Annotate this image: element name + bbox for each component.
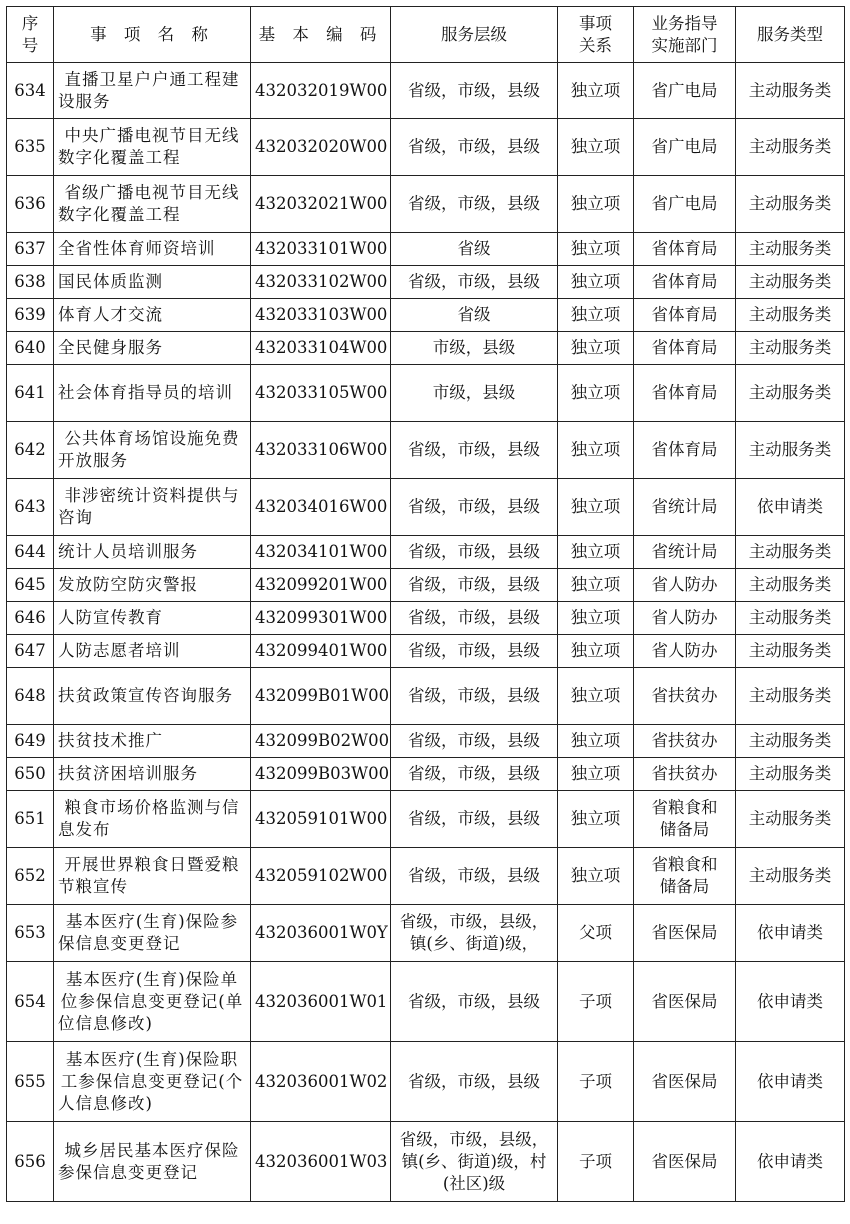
cell-dept: 省医保局 [634, 1042, 736, 1122]
cell-dept: 省粮食和 储备局 [634, 848, 736, 905]
header-seq: 序 号 [7, 7, 54, 63]
cell-code: 432099B03W00 [251, 758, 391, 791]
cell-relation: 独立项 [558, 635, 634, 668]
header-level: 服务层级 [391, 7, 558, 63]
cell-name: 扶贫政策宣传咨询服务 [54, 668, 251, 725]
cell-type: 主动服务类 [736, 569, 845, 602]
cell-dept: 省人防办 [634, 569, 736, 602]
cell-dept: 省统计局 [634, 536, 736, 569]
cell-dept: 省体育局 [634, 365, 736, 422]
cell-type: 主动服务类 [736, 725, 845, 758]
cell-dept: 省人防办 [634, 602, 736, 635]
cell-name: 扶贫济困培训服务 [54, 758, 251, 791]
cell-type: 主动服务类 [736, 536, 845, 569]
cell-relation: 独立项 [558, 365, 634, 422]
cell-type: 主动服务类 [736, 176, 845, 233]
cell-dept: 省广电局 [634, 119, 736, 176]
cell-seq: 651 [7, 791, 54, 848]
cell-type: 主动服务类 [736, 63, 845, 119]
cell-name: 直播卫星户户通工程建设服务 [54, 63, 251, 119]
cell-type: 主动服务类 [736, 602, 845, 635]
cell-level: 省级，市级，县级 [391, 479, 558, 536]
cell-name: 省级广播电视节目无线数字化覆盖工程 [54, 176, 251, 233]
cell-type: 主动服务类 [736, 332, 845, 365]
cell-seq: 638 [7, 266, 54, 299]
service-items-table [6, 6, 845, 1202]
cell-type: 主动服务类 [736, 365, 845, 422]
cell-level: 省级，市级，县级 [391, 668, 558, 725]
cell-relation: 独立项 [558, 332, 634, 365]
cell-code: 432036001W03 [251, 1122, 391, 1202]
cell-seq: 653 [7, 905, 54, 962]
cell-dept: 省医保局 [634, 905, 736, 962]
cell-type: 主动服务类 [736, 266, 845, 299]
cell-seq: 648 [7, 668, 54, 725]
cell-name: 基本医疗(生育)保险职工参保信息变更登记(个人信息修改) [54, 1042, 251, 1122]
cell-relation: 独立项 [558, 266, 634, 299]
cell-code: 432033101W00 [251, 233, 391, 266]
cell-relation: 独立项 [558, 758, 634, 791]
cell-relation: 独立项 [558, 848, 634, 905]
table-header-row [7, 7, 845, 63]
cell-seq: 634 [7, 63, 54, 119]
cell-relation: 独立项 [558, 602, 634, 635]
cell-level: 省级，市级，县级 [391, 536, 558, 569]
cell-seq: 647 [7, 635, 54, 668]
cell-name: 粮食市场价格监测与信息发布 [54, 791, 251, 848]
cell-dept: 省广电局 [634, 176, 736, 233]
cell-seq: 646 [7, 602, 54, 635]
cell-code: 432036001W0Y [251, 905, 391, 962]
table-row [7, 119, 845, 176]
cell-seq: 636 [7, 176, 54, 233]
header-code: 基 本 编 码 [251, 7, 391, 63]
cell-relation: 独立项 [558, 569, 634, 602]
table-row [7, 63, 845, 119]
cell-type: 主动服务类 [736, 119, 845, 176]
table-row [7, 668, 845, 725]
cell-code: 432034016W00 [251, 479, 391, 536]
cell-name: 发放防空防灾警报 [54, 569, 251, 602]
table-row [7, 536, 845, 569]
cell-code: 432099B01W00 [251, 668, 391, 725]
cell-relation: 独立项 [558, 63, 634, 119]
cell-dept: 省扶贫办 [634, 725, 736, 758]
cell-level: 省级，市级，县级 [391, 725, 558, 758]
cell-name: 公共体育场馆设施免费开放服务 [54, 422, 251, 479]
table-row [7, 479, 845, 536]
cell-type: 主动服务类 [736, 299, 845, 332]
cell-code: 432033105W00 [251, 365, 391, 422]
cell-dept: 省体育局 [634, 233, 736, 266]
cell-level: 省级，市级，县级 [391, 602, 558, 635]
cell-seq: 641 [7, 365, 54, 422]
cell-relation: 独立项 [558, 791, 634, 848]
cell-name: 人防宣传教育 [54, 602, 251, 635]
cell-level: 省级，市级，县级 [391, 119, 558, 176]
cell-type: 主动服务类 [736, 635, 845, 668]
cell-seq: 640 [7, 332, 54, 365]
cell-dept: 省体育局 [634, 422, 736, 479]
cell-name: 全民健身服务 [54, 332, 251, 365]
cell-level: 省级，市级，县级 [391, 266, 558, 299]
cell-seq: 650 [7, 758, 54, 791]
cell-relation: 独立项 [558, 479, 634, 536]
table-row [7, 266, 845, 299]
table-row [7, 848, 845, 905]
cell-code: 432032019W00 [251, 63, 391, 119]
cell-seq: 655 [7, 1042, 54, 1122]
cell-relation: 独立项 [558, 176, 634, 233]
cell-name: 基本医疗(生育)保险单位参保信息变更登记(单位信息修改) [54, 962, 251, 1042]
cell-name: 中央广播电视节目无线数字化覆盖工程 [54, 119, 251, 176]
cell-code: 432099201W00 [251, 569, 391, 602]
cell-type: 依申请类 [736, 905, 845, 962]
cell-relation: 父项 [558, 905, 634, 962]
cell-level: 省级，市级，县级 [391, 962, 558, 1042]
cell-code: 432033103W00 [251, 299, 391, 332]
cell-relation: 子项 [558, 1042, 634, 1122]
cell-dept: 省统计局 [634, 479, 736, 536]
cell-level: 省级 [391, 299, 558, 332]
table-row [7, 365, 845, 422]
cell-name: 基本医疗(生育)保险参保信息变更登记 [54, 905, 251, 962]
cell-seq: 649 [7, 725, 54, 758]
cell-relation: 独立项 [558, 119, 634, 176]
cell-type: 依申请类 [736, 1122, 845, 1202]
cell-code: 432033102W00 [251, 266, 391, 299]
cell-code: 432099301W00 [251, 602, 391, 635]
cell-level: 省级，市级，县级 [391, 758, 558, 791]
cell-relation: 子项 [558, 1122, 634, 1202]
cell-seq: 643 [7, 479, 54, 536]
header-name: 事 项 名 称 [54, 7, 251, 63]
table-row [7, 725, 845, 758]
cell-relation: 独立项 [558, 725, 634, 758]
table-row [7, 635, 845, 668]
cell-relation: 独立项 [558, 422, 634, 479]
cell-relation: 子项 [558, 962, 634, 1042]
header-type: 服务类型 [736, 7, 845, 63]
cell-dept: 省医保局 [634, 1122, 736, 1202]
cell-type: 依申请类 [736, 1042, 845, 1122]
table-row [7, 299, 845, 332]
cell-code: 432099B02W00 [251, 725, 391, 758]
cell-level: 省级，市级，县级， 镇(乡、街道)级， [391, 905, 558, 962]
cell-type: 依申请类 [736, 479, 845, 536]
cell-code: 432059101W00 [251, 791, 391, 848]
table-row [7, 758, 845, 791]
cell-level: 省级，市级，县级 [391, 176, 558, 233]
cell-seq: 644 [7, 536, 54, 569]
cell-type: 主动服务类 [736, 848, 845, 905]
cell-code: 432033106W00 [251, 422, 391, 479]
cell-code: 432059102W00 [251, 848, 391, 905]
cell-seq: 642 [7, 422, 54, 479]
cell-relation: 独立项 [558, 299, 634, 332]
cell-seq: 645 [7, 569, 54, 602]
cell-name: 全省性体育师资培训 [54, 233, 251, 266]
table-row [7, 176, 845, 233]
cell-level: 省级，市级，县级 [391, 848, 558, 905]
table-row [7, 422, 845, 479]
table-row [7, 233, 845, 266]
cell-level: 省级，市级，县级 [391, 569, 558, 602]
cell-dept: 省体育局 [634, 332, 736, 365]
cell-relation: 独立项 [558, 668, 634, 725]
cell-relation: 独立项 [558, 233, 634, 266]
table-row [7, 1042, 845, 1122]
cell-dept: 省医保局 [634, 962, 736, 1042]
header-dept: 业务指导 实施部门 [634, 7, 736, 63]
cell-level: 省级，市级，县级， 镇(乡、街道)级，村 (社区)级 [391, 1122, 558, 1202]
cell-name: 非涉密统计资料提供与咨询 [54, 479, 251, 536]
cell-type: 主动服务类 [736, 422, 845, 479]
table-row [7, 791, 845, 848]
cell-type: 主动服务类 [736, 791, 845, 848]
cell-level: 省级，市级，县级 [391, 635, 558, 668]
cell-type: 主动服务类 [736, 668, 845, 725]
cell-name: 体育人才交流 [54, 299, 251, 332]
cell-code: 432036001W02 [251, 1042, 391, 1122]
table-row [7, 569, 845, 602]
header-relation: 事项 关系 [558, 7, 634, 63]
cell-level: 省级，市级，县级 [391, 63, 558, 119]
cell-dept: 省体育局 [634, 266, 736, 299]
cell-code: 432033104W00 [251, 332, 391, 365]
cell-name: 统计人员培训服务 [54, 536, 251, 569]
cell-dept: 省人防办 [634, 635, 736, 668]
table-row [7, 1122, 845, 1202]
cell-dept: 省扶贫办 [634, 668, 736, 725]
cell-dept: 省体育局 [634, 299, 736, 332]
table-row [7, 905, 845, 962]
cell-name: 社会体育指导员的培训 [54, 365, 251, 422]
cell-seq: 637 [7, 233, 54, 266]
cell-code: 432034101W00 [251, 536, 391, 569]
cell-type: 主动服务类 [736, 758, 845, 791]
cell-dept: 省扶贫办 [634, 758, 736, 791]
cell-dept: 省粮食和 储备局 [634, 791, 736, 848]
cell-name: 扶贫技术推广 [54, 725, 251, 758]
cell-code: 432036001W01 [251, 962, 391, 1042]
table-row [7, 602, 845, 635]
table-row [7, 332, 845, 365]
cell-seq: 656 [7, 1122, 54, 1202]
cell-level: 市级，县级 [391, 365, 558, 422]
cell-type: 主动服务类 [736, 233, 845, 266]
cell-level: 省级，市级，县级 [391, 1042, 558, 1122]
cell-relation: 独立项 [558, 536, 634, 569]
cell-seq: 654 [7, 962, 54, 1042]
cell-code: 432032020W00 [251, 119, 391, 176]
cell-dept: 省广电局 [634, 63, 736, 119]
cell-level: 省级，市级，县级 [391, 422, 558, 479]
cell-seq: 635 [7, 119, 54, 176]
cell-seq: 652 [7, 848, 54, 905]
cell-level: 市级，县级 [391, 332, 558, 365]
table-row [7, 962, 845, 1042]
cell-name: 城乡居民基本医疗保险参保信息变更登记 [54, 1122, 251, 1202]
cell-name: 开展世界粮食日暨爱粮节粮宣传 [54, 848, 251, 905]
cell-level: 省级 [391, 233, 558, 266]
cell-code: 432099401W00 [251, 635, 391, 668]
cell-seq: 639 [7, 299, 54, 332]
cell-level: 省级，市级，县级 [391, 791, 558, 848]
cell-name: 国民体质监测 [54, 266, 251, 299]
cell-name: 人防志愿者培训 [54, 635, 251, 668]
cell-type: 依申请类 [736, 962, 845, 1042]
cell-code: 432032021W00 [251, 176, 391, 233]
